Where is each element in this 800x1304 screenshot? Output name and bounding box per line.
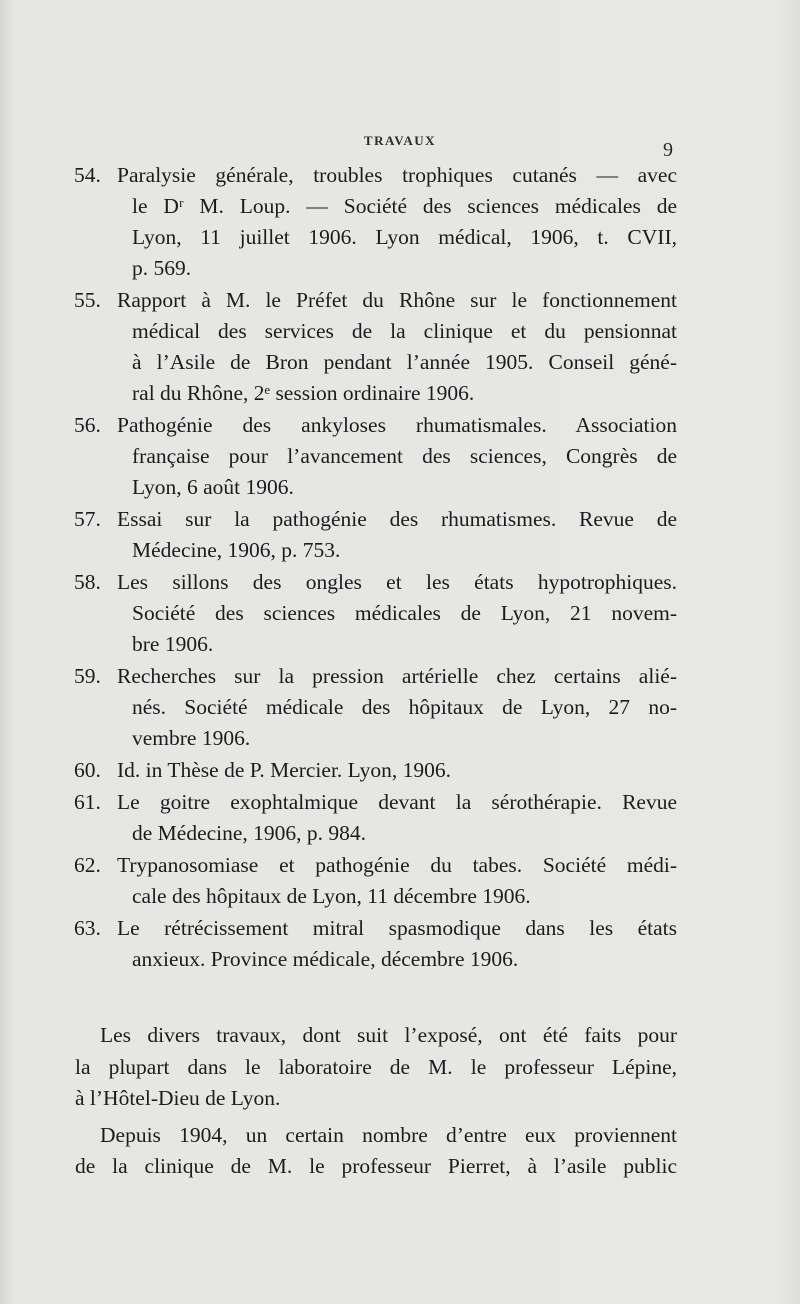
- paragraph-line: de la clinique de M. le professeur Pierret, à l’asile public: [75, 1154, 677, 1178]
- paragraph-line: Les divers travaux, dont suit l’exposé, ont été faits pour: [100, 1023, 677, 1047]
- paragraph-line: la plupart dans le laboratoire de M. le professeur Lépine,: [75, 1054, 677, 1079]
- entry-line: Les sillons des ongles et les états hypotrophiques.: [117, 570, 677, 594]
- entry-number: 62.: [74, 853, 101, 877]
- entry-number: 57.: [74, 507, 101, 531]
- page-number: 9: [663, 139, 673, 161]
- entry-number: 63.: [74, 916, 101, 940]
- entry-line: bre 1906.: [132, 632, 214, 656]
- entry-line: Médecine, 1906, p. 753.: [132, 538, 341, 562]
- entry-number: 61.: [74, 790, 101, 814]
- entry-number: 56.: [74, 413, 101, 437]
- entry-number: 60.: [74, 758, 101, 782]
- publication-entry-59: [0, 661, 800, 754]
- entry-line: Le goitre exophtalmique devant la sérothérapie. Revue: [117, 790, 677, 814]
- publication-entry-63: [0, 913, 800, 975]
- entry-number: 58.: [74, 570, 101, 594]
- publication-entry-56: [0, 410, 800, 503]
- entry-line: le Dʳ M. Loup. — Société des sciences médicales de: [132, 194, 677, 218]
- entry-line: p. 569.: [132, 256, 192, 280]
- entry-line: Société des sciences médicales de Lyon, 21 novem-: [132, 601, 677, 625]
- body-text: [0, 1020, 800, 1183]
- running-head: TRAVAUX: [363, 133, 437, 148]
- entry-line: Lyon, 6 août 1906.: [132, 475, 294, 499]
- entry-line: Essai sur la pathogénie des rhumatismes. Revue de: [117, 507, 677, 531]
- entry-line: Id. in Thèse de P. Mercier. Lyon, 1906.: [117, 758, 451, 782]
- publication-entry-60: [0, 755, 800, 786]
- paragraph: [0, 1120, 800, 1183]
- entry-line: Paralysie générale, troubles trophiques cutanés — avec: [117, 163, 677, 187]
- entry-number: 59.: [74, 664, 101, 688]
- entry-line: Rapport à M. le Préfet du Rhône sur le fonctionnement: [117, 288, 677, 312]
- entry-line: Lyon, 11 juillet 1906. Lyon médical, 1906, t. CVII,: [132, 225, 677, 249]
- publication-entry-57: [0, 504, 800, 566]
- entry-line: cale des hôpitaux de Lyon, 11 décembre 1906.: [132, 884, 531, 908]
- entry-line: Recherches sur la pression artérielle chez certains alié-: [117, 664, 677, 688]
- publication-entry-61: [0, 787, 800, 849]
- entry-line: à l’Asile de Bron pendant l’année 1905. Conseil géné-: [132, 350, 677, 374]
- entry-number: 55.: [74, 288, 101, 312]
- entry-line: Le rétrécissement mitral spasmodique dans les états: [117, 916, 677, 940]
- paragraph-line: à l’Hôtel-Dieu de Lyon.: [75, 1086, 281, 1110]
- publication-entry-54: [0, 160, 800, 284]
- entry-line: anxieux. Province médicale, décembre 1906.: [132, 947, 519, 971]
- entry-line: Pathogénie des ankyloses rhumatismales. Association: [117, 413, 677, 437]
- publication-entry-55: [0, 285, 800, 409]
- publication-entry-62: [0, 850, 800, 912]
- entry-number: 54.: [74, 163, 101, 187]
- entry-line: vembre 1906.: [132, 726, 251, 750]
- entry-line: de Médecine, 1906, p. 984.: [132, 821, 367, 845]
- paragraph: [0, 1020, 800, 1115]
- paragraph-line: Depuis 1904, un certain nombre d’entre eux proviennent: [100, 1122, 677, 1147]
- entry-line: ral du Rhône, 2ᵉ session ordinaire 1906.: [132, 381, 475, 405]
- publication-list: [0, 160, 800, 976]
- entry-line: médical des services de la clinique et du pensionnat: [132, 319, 677, 343]
- entry-line: Trypanosomiase et pathogénie du tabes. Société médi-: [117, 853, 677, 877]
- entry-line: nés. Société médicale des hôpitaux de Lyon, 27 no-: [132, 695, 677, 719]
- publication-entry-58: [0, 567, 800, 660]
- entry-line: française pour l’avancement des sciences, Congrès de: [132, 444, 677, 468]
